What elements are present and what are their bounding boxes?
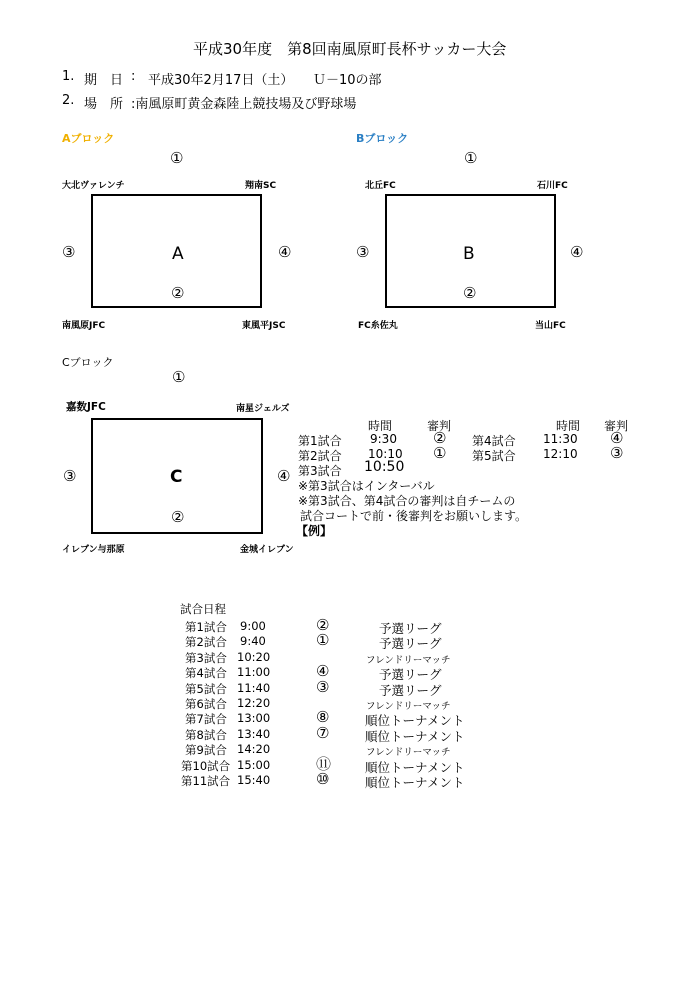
referee-match: 第1試合 xyxy=(298,434,342,448)
schedule-time: 11:40 xyxy=(237,681,271,695)
referee-header-ref-2: 審判 xyxy=(604,419,629,433)
schedule-match: 第9試合 xyxy=(185,743,227,757)
schedule-referee: ③ xyxy=(316,678,330,696)
block-b-letter: B xyxy=(463,244,475,264)
block-c-title: Cブロック xyxy=(62,356,114,369)
block-c-referee-top: ① xyxy=(172,368,186,386)
schedule-match: 第4試合 xyxy=(185,666,227,680)
block-c-letter: C xyxy=(170,467,183,487)
schedule-referee: ⑦ xyxy=(316,724,330,742)
referee-note-3: 試合コートで前・後審判をお願いします。 xyxy=(300,509,528,523)
date-division: Ｕ－10の部 xyxy=(313,73,382,88)
schedule-type: 予選リーグ xyxy=(379,636,442,651)
schedule-time: 13:40 xyxy=(237,727,271,741)
referee-match: 第2試合 xyxy=(298,449,342,463)
block-b-team-bl: FC糸佐丸 xyxy=(358,321,398,331)
schedule-match: 第3試合 xyxy=(185,651,227,665)
block-a-team-bl: 南風原JFC xyxy=(62,321,106,331)
schedule-heading: 試合日程 xyxy=(180,602,226,616)
schedule-referee: ⑪ xyxy=(316,755,332,773)
schedule-time: 11:00 xyxy=(237,665,271,679)
referee-time: 9:30 xyxy=(370,432,397,446)
schedule-time: 9:40 xyxy=(240,634,266,648)
date-colon: : xyxy=(131,69,136,84)
schedule-type: 予選リーグ xyxy=(379,621,442,636)
block-c-team-tl: 嘉数JFC xyxy=(66,401,106,413)
referee-note-1: ※第3試合はインターバル xyxy=(298,479,435,493)
schedule-type: 予選リーグ xyxy=(379,683,442,698)
schedule-time: 12:20 xyxy=(237,696,271,710)
referee-match: 第5試合 xyxy=(472,449,516,463)
referee-example: 【例】 xyxy=(296,524,333,538)
block-a-letter: A xyxy=(172,244,184,264)
schedule-match: 第1試合 xyxy=(185,620,227,634)
referee-circle: ③ xyxy=(610,444,624,462)
referee-match: 第4試合 xyxy=(472,434,516,448)
referee-header-time: 時間 xyxy=(368,419,393,433)
schedule-referee: ② xyxy=(316,616,330,634)
block-a-referee-bottom: ② xyxy=(171,284,185,302)
venue-value: :南風原町黄金森陸上競技場及び野球場 xyxy=(131,97,357,112)
schedule-type: 順位トーナメント xyxy=(365,729,465,744)
schedule-match: 第8試合 xyxy=(185,728,227,742)
block-b-team-tl: 北丘FC xyxy=(365,181,396,191)
schedule-match: 第2試合 xyxy=(185,635,227,649)
venue-number: 2. xyxy=(62,93,75,108)
block-c-team-br: 金城イレブン xyxy=(240,545,294,555)
date-value: 平成30年2月17日（土） xyxy=(148,73,294,88)
schedule-match: 第7試合 xyxy=(185,712,227,726)
referee-header-ref: 審判 xyxy=(427,419,452,433)
schedule-type: フレンドリーマッチ xyxy=(366,747,451,758)
schedule-match: 第10試合 xyxy=(181,759,231,773)
block-a-referee-left: ③ xyxy=(62,243,76,261)
date-label: 期 日 xyxy=(84,73,124,88)
schedule-type: フレンドリーマッチ xyxy=(366,655,451,666)
schedule-type: 順位トーナメント xyxy=(365,713,465,728)
schedule-referee: ⑧ xyxy=(316,708,330,726)
block-c-referee-bottom: ② xyxy=(171,508,185,526)
block-c-team-bl: イレブン与那原 xyxy=(62,545,125,555)
block-b-referee-bottom: ② xyxy=(463,284,477,302)
schedule-time: 15:00 xyxy=(237,758,271,772)
date-number: 1. xyxy=(62,69,75,84)
venue-label: 場 所 xyxy=(84,97,124,112)
referee-time: 12:10 xyxy=(543,447,578,461)
schedule-type: 順位トーナメント xyxy=(365,775,465,790)
referee-circle: ① xyxy=(433,444,447,462)
block-b-team-br: 当山FC xyxy=(535,321,566,331)
block-c-team-tr: 南星ジェルズ xyxy=(236,404,290,414)
block-b-referee-right: ④ xyxy=(570,243,584,261)
referee-note-2: ※第3試合、第4試合の審判は自チームの xyxy=(298,494,516,508)
schedule-type: フレンドリーマッチ xyxy=(366,701,451,712)
block-a-title: Aブロック xyxy=(62,132,115,145)
block-c-referee-left: ③ xyxy=(63,467,77,485)
schedule-match: 第5試合 xyxy=(185,682,227,696)
schedule-time: 10:20 xyxy=(237,650,271,664)
block-b-referee-left: ③ xyxy=(356,243,370,261)
schedule-time: 9:00 xyxy=(240,619,266,633)
block-b-referee-top: ① xyxy=(464,149,478,167)
page-title: 平成30年度 第8回南風原町長杯サッカー大会 xyxy=(193,40,507,58)
block-b-team-tr: 石川FC xyxy=(537,181,568,191)
block-a-referee-right: ④ xyxy=(278,243,292,261)
schedule-time: 14:20 xyxy=(237,742,271,756)
schedule-match: 第11試合 xyxy=(181,774,231,788)
schedule-match: 第6試合 xyxy=(185,697,227,711)
referee-match: 第3試合 xyxy=(298,464,342,478)
schedule-referee: ⑩ xyxy=(316,770,330,788)
schedule-time: 13:00 xyxy=(237,711,271,725)
schedule-referee: ① xyxy=(316,631,330,649)
block-a-referee-top: ① xyxy=(170,149,184,167)
block-c-referee-right: ④ xyxy=(277,467,291,485)
schedule-referee: ④ xyxy=(316,662,330,680)
referee-time: 10:50 xyxy=(364,459,405,475)
referee-circle: ② xyxy=(433,429,447,447)
block-a-team-tr: 翔南SC xyxy=(245,181,277,191)
referee-circle: ④ xyxy=(610,429,624,447)
referee-time: 11:30 xyxy=(543,432,578,446)
referee-header-time-2: 時間 xyxy=(556,419,581,433)
referee-time: 10:10 xyxy=(368,447,403,461)
schedule-type: 予選リーグ xyxy=(379,667,442,682)
schedule-type: 順位トーナメント xyxy=(365,760,465,775)
schedule-time: 15:40 xyxy=(237,773,271,787)
block-b-title: Bブロック xyxy=(356,132,409,145)
block-a-team-br: 東風平JSC xyxy=(242,321,286,331)
block-a-team-tl: 大北ヴァレンチ xyxy=(62,181,125,191)
